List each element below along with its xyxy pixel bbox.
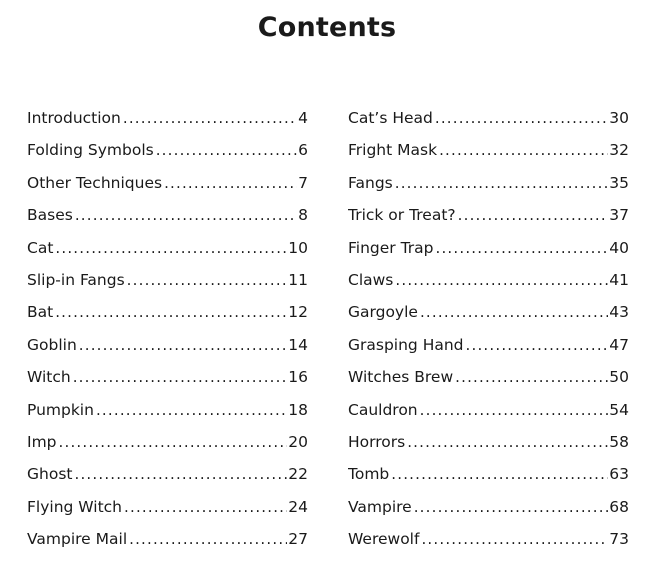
toc-entry[interactable] [348,264,629,296]
dot-leader [129,523,287,555]
toc-entry-page-number: 14 [288,335,308,354]
toc-entry[interactable] [27,232,308,264]
toc-entry-page-number: 58 [609,432,629,451]
toc-entry-page-number: 35 [609,173,629,192]
toc-entry[interactable] [27,296,308,328]
page-title: Contents [257,12,397,43]
toc-entry-page-number: 43 [609,303,629,322]
toc-entry-title: Flying Witch [27,497,123,516]
dot-leader [395,264,608,296]
toc-entry-title: Finger Trap [348,238,434,257]
toc-entry-title: Vampire [348,497,412,516]
toc-entry[interactable] [27,264,308,296]
toc-entry[interactable] [348,394,629,426]
toc-entry-page-number: 22 [288,465,308,484]
toc-entry[interactable] [348,361,629,393]
toc-entry-page-number: 30 [609,109,629,127]
toc-entry-title: Fright Mask [348,141,438,160]
toc-entry-page-number: 32 [609,141,629,160]
dot-leader [407,426,608,458]
toc-entry-page-number: 68 [609,497,629,516]
toc-entry-title: Other Techniques [27,173,163,192]
toc-entry-title: Goblin [27,335,77,354]
dot-leader [156,134,297,166]
toc-entry-title: Bases [27,206,73,225]
toc-entry[interactable] [27,167,308,199]
toc-right-column [348,102,629,555]
toc-entry-title: Witch [27,368,71,387]
dot-leader [123,102,297,134]
toc-entry-page-number: 16 [288,368,308,387]
dot-leader [455,361,608,393]
toc-entry-page-number: 10 [288,238,308,257]
toc-entry[interactable] [348,199,629,231]
toc-entry-page-number: 40 [609,238,629,257]
dot-leader [55,296,287,328]
toc-entry-title: Cauldron [348,400,418,419]
dot-leader [75,199,297,231]
toc-entry[interactable] [27,523,308,555]
toc-entry[interactable] [348,167,629,199]
toc-entry[interactable] [348,296,629,328]
toc-entry[interactable] [348,329,629,361]
dot-leader [127,264,288,296]
toc-entry-title: Fangs [348,173,393,192]
dot-leader [420,296,608,328]
toc-entry-page-number: 41 [609,270,629,289]
dot-leader [391,458,608,490]
toc-entry[interactable] [27,134,308,166]
toc-entry-title: Vampire Mail [27,530,128,549]
toc-entry-title: Witches Brew [348,368,454,387]
dot-leader [458,199,609,231]
toc-entry-title: Ghost [27,465,73,484]
dot-leader [466,329,609,361]
toc-left-column [27,102,308,555]
dot-leader [435,102,608,134]
toc-entry-page-number: 4 [298,109,308,127]
dot-leader [96,394,287,426]
dot-leader [79,329,287,361]
toc-entry-title: Introduction [27,109,121,127]
dot-leader [164,167,297,199]
dot-leader [421,523,608,555]
toc-entry[interactable] [348,426,629,458]
toc-entry-title: Gargoyle [348,303,418,322]
toc-entry-page-number: 7 [298,173,308,192]
toc-entry-page-number: 18 [288,400,308,419]
toc-entry-title: Imp [27,432,57,451]
toc-entry-page-number: 73 [609,530,629,549]
toc-entry-title: Tomb [348,465,390,484]
toc-entry-title: Trick or Treat? [348,206,456,225]
toc-entry-page-number: 6 [298,141,308,160]
toc-entry-page-number: 8 [298,206,308,225]
dot-leader [420,394,609,426]
toc-entry-page-number: 12 [288,303,308,322]
dot-leader [439,134,608,166]
toc-entry-title: Pumpkin [27,400,94,419]
dot-leader [414,491,609,523]
toc-entry-title: Folding Symbols [27,141,154,160]
toc-entry-title: Cat’s Head [348,109,433,127]
dot-leader [74,458,287,490]
toc-entry-page-number: 11 [288,270,308,289]
toc-entry[interactable] [348,134,629,166]
toc-entry-page-number: 24 [288,497,308,516]
toc-entry[interactable] [27,361,308,393]
toc-entry-page-number: 50 [609,368,629,387]
dot-leader [73,361,288,393]
toc-entry-title: Grasping Hand [348,335,464,354]
toc-entry[interactable] [27,102,308,134]
dot-leader [124,491,287,523]
dot-leader [395,167,609,199]
dot-leader [436,232,609,264]
toc-entry[interactable] [348,458,629,490]
toc-entry-page-number: 47 [609,335,629,354]
toc-entry-page-number: 54 [609,400,629,419]
toc-entry-page-number: 63 [609,465,629,484]
dot-leader [55,232,287,264]
toc-entry[interactable] [27,491,308,523]
toc-entry[interactable] [348,523,629,555]
toc-entry[interactable] [27,426,308,458]
toc-entry-title: Horrors [348,432,406,451]
toc-entry[interactable] [27,394,308,426]
toc-entry-title: Bat [27,303,54,322]
toc-entry-page-number: 37 [609,206,629,225]
toc-entry[interactable] [27,458,308,490]
toc-entry[interactable] [27,329,308,361]
toc-entry-title: Claws [348,270,394,289]
toc-entry-title: Cat [27,238,54,257]
toc-entry[interactable] [27,199,308,231]
dot-leader [59,426,288,458]
toc-entry[interactable] [348,491,629,523]
toc-entry-page-number: 20 [288,432,308,451]
toc-entry-page-number: 27 [288,530,308,549]
toc-entry[interactable] [348,232,629,264]
toc-entry[interactable] [348,102,629,134]
toc-entry-title: Werewolf [348,530,420,549]
toc-entry-title: Slip-in Fangs [27,270,125,289]
